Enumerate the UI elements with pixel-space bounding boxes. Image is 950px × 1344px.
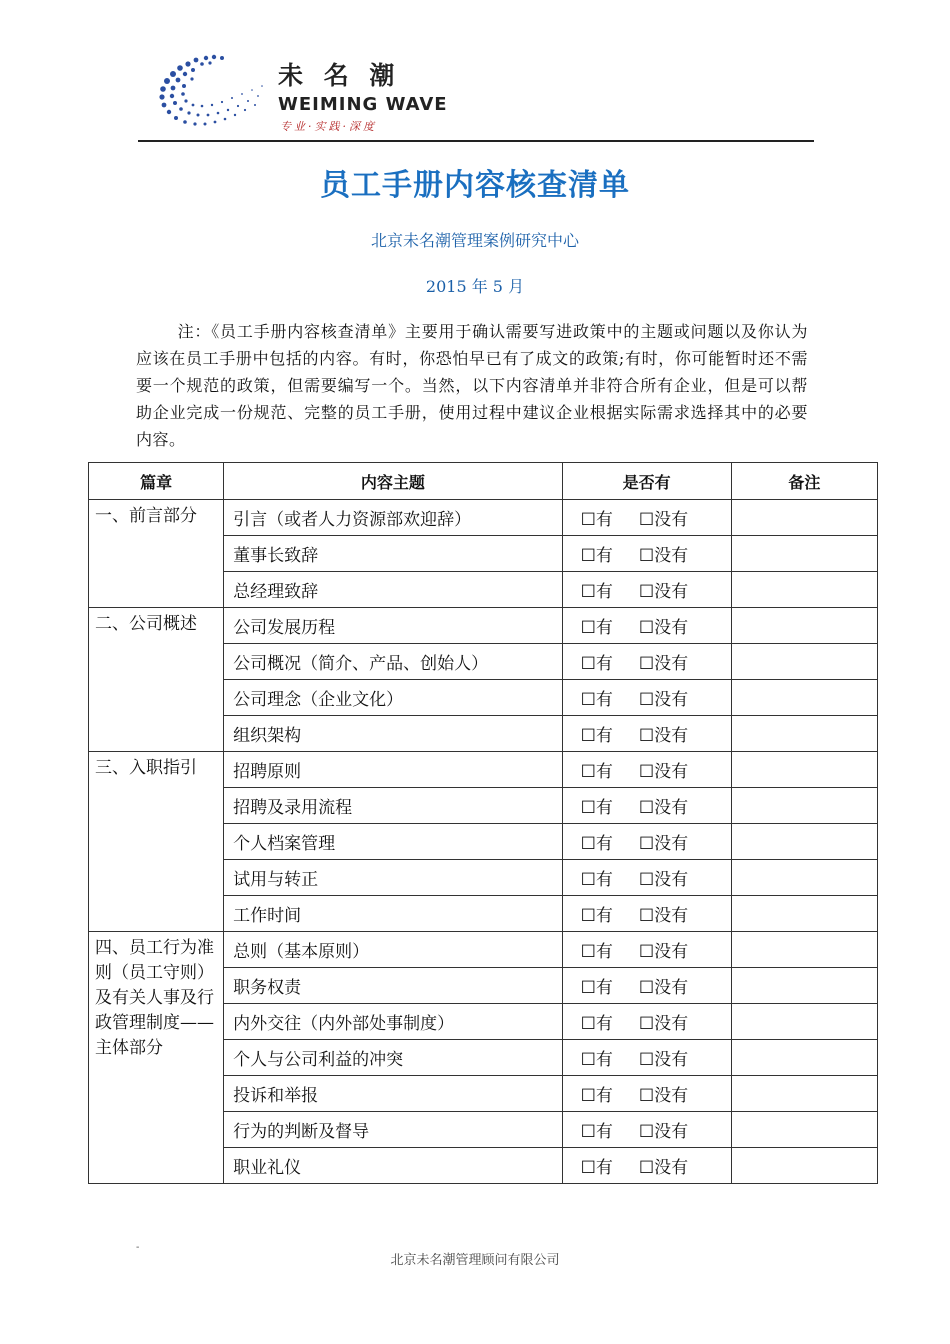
table-row xyxy=(89,500,878,536)
yes-checkbox[interactable]: ☐有 xyxy=(580,978,613,998)
has-cell xyxy=(562,1148,731,1184)
topic-cell: 招聘及录用流程 xyxy=(224,788,562,824)
logo-tagline: 专业·实践·深度 xyxy=(280,120,377,133)
header-topic: 内容主题 xyxy=(224,463,562,500)
has-cell xyxy=(562,860,731,896)
chapter-cell: 三、入职指引 xyxy=(89,752,224,932)
no-checkbox[interactable]: ☐没有 xyxy=(638,942,689,962)
checklist-body xyxy=(89,500,878,1184)
no-checkbox[interactable]: ☐没有 xyxy=(638,726,689,746)
remarks-cell[interactable] xyxy=(731,896,877,932)
topic-cell: 引言（或者人力资源部欢迎辞） xyxy=(224,500,562,536)
has-cell xyxy=(562,788,731,824)
remarks-cell[interactable] xyxy=(731,500,877,536)
no-checkbox[interactable]: ☐没有 xyxy=(638,834,689,854)
organization-subtitle: 北京未名潮管理案例研究中心 xyxy=(370,231,579,250)
chapter-cell: 四、员工行为准则（员工守则）及有关人事及行政管理制度——主体部分 xyxy=(89,932,224,1184)
remarks-cell[interactable] xyxy=(731,680,877,716)
remarks-cell[interactable] xyxy=(731,824,877,860)
no-checkbox[interactable]: ☐没有 xyxy=(638,582,689,602)
yes-checkbox[interactable]: ☐有 xyxy=(580,690,613,710)
yes-checkbox[interactable]: ☐有 xyxy=(580,582,613,602)
topic-cell: 工作时间 xyxy=(224,896,562,932)
topic-cell: 公司发展历程 xyxy=(224,608,562,644)
topic-cell: 公司概况（简介、产品、创始人） xyxy=(224,644,562,680)
remarks-cell[interactable] xyxy=(731,608,877,644)
topic-cell: 董事长致辞 xyxy=(224,536,562,572)
yes-checkbox[interactable]: ☐有 xyxy=(580,1014,613,1034)
yes-checkbox[interactable]: ☐有 xyxy=(580,870,613,890)
remarks-cell[interactable] xyxy=(731,860,877,896)
topic-cell: 职务权责 xyxy=(224,968,562,1004)
remarks-cell[interactable] xyxy=(731,1076,877,1112)
no-checkbox[interactable]: ☐没有 xyxy=(638,1014,689,1034)
yes-checkbox[interactable]: ☐有 xyxy=(580,762,613,782)
no-checkbox[interactable]: ☐没有 xyxy=(638,510,689,530)
document-date: 2015 年 5 月 xyxy=(425,277,525,296)
remarks-cell[interactable] xyxy=(731,644,877,680)
yes-checkbox[interactable]: ☐有 xyxy=(580,1122,613,1142)
header-remarks: 备注 xyxy=(731,463,877,500)
remarks-cell[interactable] xyxy=(731,716,877,752)
table-header-row xyxy=(89,463,878,500)
no-checkbox[interactable]: ☐没有 xyxy=(638,690,689,710)
header-divider xyxy=(138,140,814,142)
has-cell xyxy=(562,1112,731,1148)
no-checkbox[interactable]: ☐没有 xyxy=(638,798,689,818)
logo-name-en: WEIMING WAVE xyxy=(278,94,448,115)
yes-checkbox[interactable]: ☐有 xyxy=(580,1050,613,1070)
page-footer: 北京未名潮管理顾问有限公司 xyxy=(390,1253,560,1268)
has-cell xyxy=(562,716,731,752)
topic-cell: 内外交往（内外部处事制度） xyxy=(224,1004,562,1040)
yes-checkbox[interactable]: ☐有 xyxy=(580,510,613,530)
no-checkbox[interactable]: ☐没有 xyxy=(638,762,689,782)
remarks-cell[interactable] xyxy=(731,932,877,968)
has-cell xyxy=(562,572,731,608)
yes-checkbox[interactable]: ☐有 xyxy=(580,654,613,674)
yes-checkbox[interactable]: ☐有 xyxy=(580,906,613,926)
yes-checkbox[interactable]: ☐有 xyxy=(580,618,613,638)
topic-cell: 试用与转正 xyxy=(224,860,562,896)
no-checkbox[interactable]: ☐没有 xyxy=(638,978,689,998)
remarks-cell[interactable] xyxy=(731,752,877,788)
logo-name-cn: 未 名 潮 xyxy=(278,61,401,90)
remarks-cell[interactable] xyxy=(731,572,877,608)
yes-checkbox[interactable]: ☐有 xyxy=(580,834,613,854)
has-cell xyxy=(562,500,731,536)
table-row xyxy=(89,932,878,968)
topic-cell: 投诉和举报 xyxy=(224,1076,562,1112)
topic-cell: 公司理念（企业文化） xyxy=(224,680,562,716)
table-row xyxy=(89,752,878,788)
has-cell xyxy=(562,1004,731,1040)
page-header xyxy=(138,40,814,142)
remarks-cell[interactable] xyxy=(731,1040,877,1076)
topic-cell: 总经理致辞 xyxy=(224,572,562,608)
has-cell xyxy=(562,680,731,716)
remarks-cell[interactable] xyxy=(731,1004,877,1040)
has-cell xyxy=(562,644,731,680)
topic-cell: 招聘原则 xyxy=(224,752,562,788)
has-cell xyxy=(562,824,731,860)
no-checkbox[interactable]: ☐没有 xyxy=(638,906,689,926)
header-has: 是否有 xyxy=(562,463,731,500)
chapter-cell: 一、前言部分 xyxy=(89,500,224,608)
yes-checkbox[interactable]: ☐有 xyxy=(580,798,613,818)
no-checkbox[interactable]: ☐没有 xyxy=(638,654,689,674)
topic-cell: 总则（基本原则） xyxy=(224,932,562,968)
intro-note: 注：《员工手册内容核查清单》主要用于确认需要写进政策中的主题或问题以及你认为应该在员工手册中包括的内容。有时，你恐怕早已有了成文的政策;有时，你可能暂时还不需要一个规范的政策，但需要编写一个。当然，以下内容清单并非符合所有企业，但是可以帮助企业完成一份规范、完整的员工手册，使用过程中建议企业根据实际需求选择其中的必要内容。 xyxy=(136,322,808,449)
remarks-cell[interactable] xyxy=(731,788,877,824)
has-cell xyxy=(562,1040,731,1076)
remarks-cell[interactable] xyxy=(731,1148,877,1184)
footer-mark: - xyxy=(136,1242,140,1253)
has-cell xyxy=(562,752,731,788)
no-checkbox[interactable]: ☐没有 xyxy=(638,1122,689,1142)
remarks-cell[interactable] xyxy=(731,536,877,572)
topic-cell: 个人档案管理 xyxy=(224,824,562,860)
has-cell xyxy=(562,536,731,572)
remarks-cell[interactable] xyxy=(731,968,877,1004)
topic-cell: 组织架构 xyxy=(224,716,562,752)
chapter-cell: 二、公司概述 xyxy=(89,608,224,752)
topic-cell: 行为的判断及督导 xyxy=(224,1112,562,1148)
yes-checkbox[interactable]: ☐有 xyxy=(580,546,613,566)
yes-checkbox[interactable]: ☐有 xyxy=(580,942,613,962)
yes-checkbox[interactable]: ☐有 xyxy=(580,1158,613,1178)
has-cell xyxy=(562,608,731,644)
no-checkbox[interactable]: ☐没有 xyxy=(638,618,689,638)
no-checkbox[interactable]: ☐没有 xyxy=(638,546,689,566)
has-cell xyxy=(562,968,731,1004)
no-checkbox[interactable]: ☐没有 xyxy=(638,1158,689,1178)
has-cell xyxy=(562,1076,731,1112)
yes-checkbox[interactable]: ☐有 xyxy=(580,726,613,746)
wave-logo-icon xyxy=(146,50,276,130)
no-checkbox[interactable]: ☐没有 xyxy=(638,1050,689,1070)
has-cell xyxy=(562,932,731,968)
topic-cell: 个人与公司利益的冲突 xyxy=(224,1040,562,1076)
has-cell xyxy=(562,896,731,932)
no-checkbox[interactable]: ☐没有 xyxy=(638,870,689,890)
table-row xyxy=(89,608,878,644)
page-title: 员工手册内容核查清单 xyxy=(320,168,630,203)
no-checkbox[interactable]: ☐没有 xyxy=(638,1086,689,1106)
topic-cell: 职业礼仪 xyxy=(224,1148,562,1184)
remarks-cell[interactable] xyxy=(731,1112,877,1148)
yes-checkbox[interactable]: ☐有 xyxy=(580,1086,613,1106)
checklist-table xyxy=(88,462,878,1184)
header-chapter: 篇章 xyxy=(89,463,224,500)
